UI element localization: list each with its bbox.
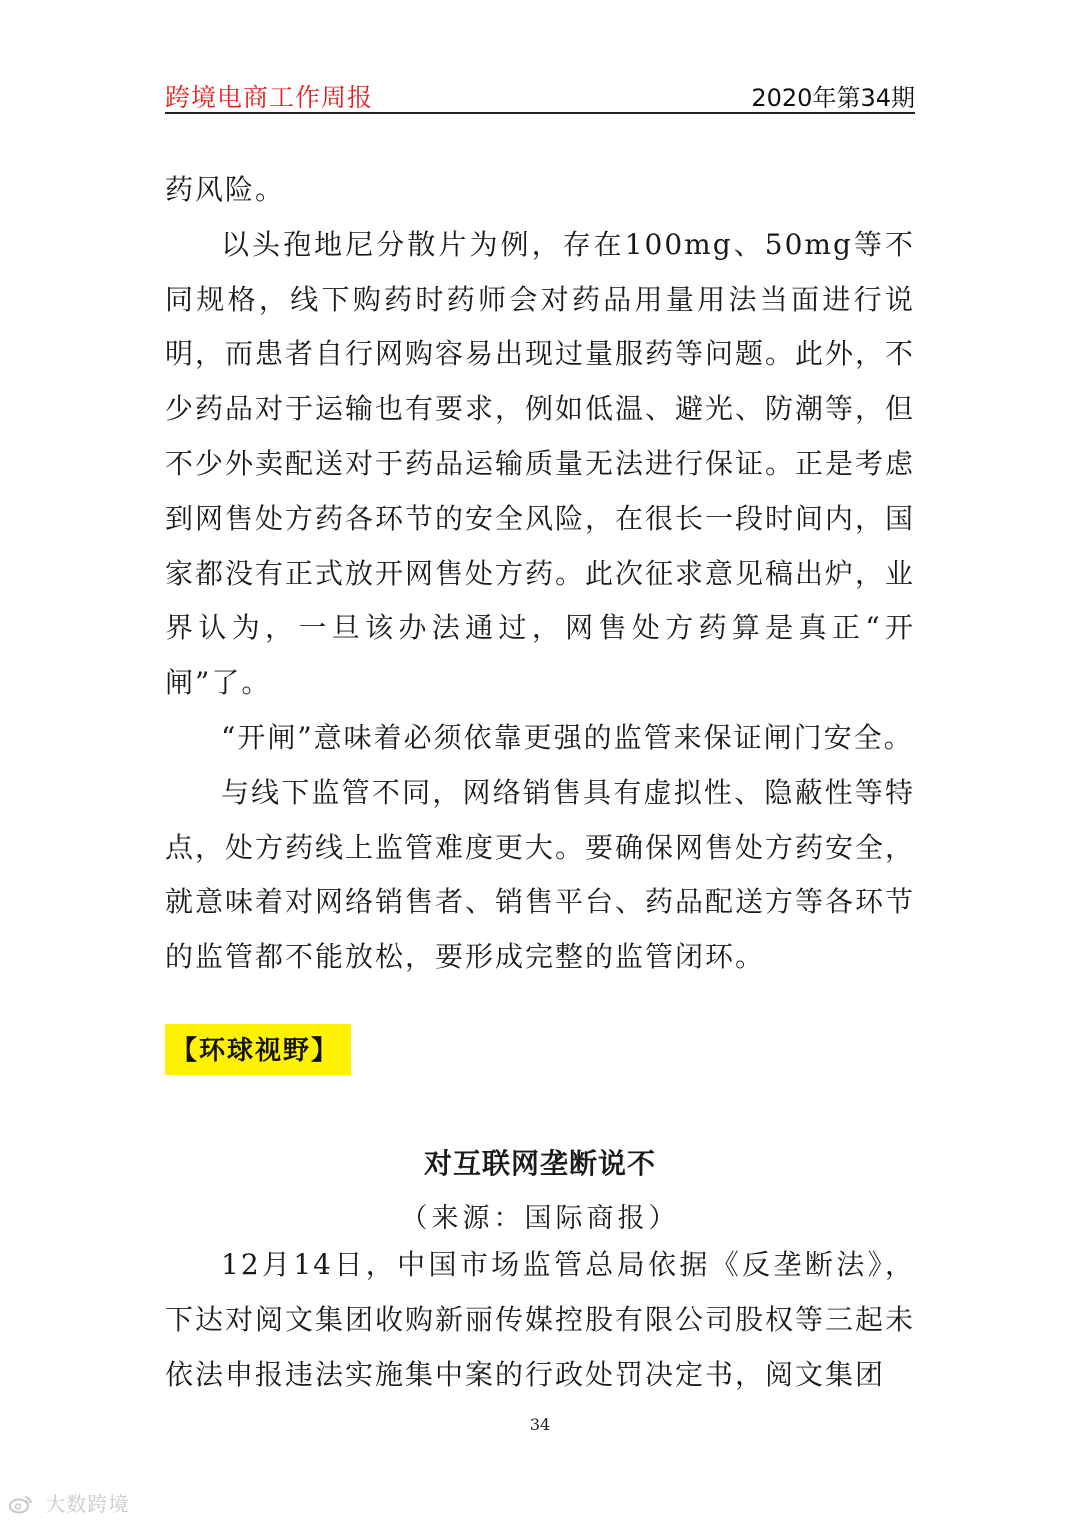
- article-source: （来源：国际商报）: [400, 1203, 680, 1234]
- main-body-text: [165, 163, 915, 985]
- article-title: 对互联网垄断说不: [423, 1147, 656, 1180]
- watermark-text: 大数跨境: [45, 1492, 130, 1516]
- page-header: [165, 78, 915, 114]
- issue-number: 2020年第34期: [751, 84, 915, 112]
- section-tag: 【环球视野】: [165, 1024, 351, 1075]
- watermark: [8, 1488, 129, 1517]
- weibo-icon: [8, 1492, 41, 1516]
- paragraph: 与线下监管不同，网络销售具有虚拟性、隐蔽性等特点，处方药线上监管难度更大。要确保网售处方药安全，就意味着对网络销售者、销售平台、药品配送方等各环节的监管都不能放松，要形成完整的监管闭环。: [165, 775, 916, 974]
- paragraph: 以头孢地尼分散片为例，存在100mg、50mg等不同规格，线下购药时药师会对药品用量用法当面进行说明，而患者自行网购容易出现过量服药等问题。此外，不少药品对于运输也有要求，例如低温、避光、防潮等，但不少外卖配送对于药品运输质量无法进行保证。正是考虑到网售处方药各环节的安全风险，在很长一段时间内，国家都没有正式放开网售处方药。此次征求意见稿出炉，业界认为，一旦该办法通过，网售处方药算是真正“开闸”了。: [165, 227, 916, 700]
- journal-title: 跨境电商工作周报: [165, 83, 374, 112]
- paragraph-continuation: 药风险。: [165, 173, 286, 206]
- article-paragraph: 12月14日，中国市场监管总局依据《反垄断法》，下达对阅文集团收购新丽传媒控股有限公司股权等三起未依法申报违法实施集中案的行政处罚决定书，阅文集团: [165, 1248, 916, 1391]
- article-body: [165, 1238, 915, 1402]
- paragraph: “开闸”意味着必须依靠更强的监管来保证闸门安全。: [221, 720, 914, 754]
- page-number: 34: [529, 1415, 551, 1434]
